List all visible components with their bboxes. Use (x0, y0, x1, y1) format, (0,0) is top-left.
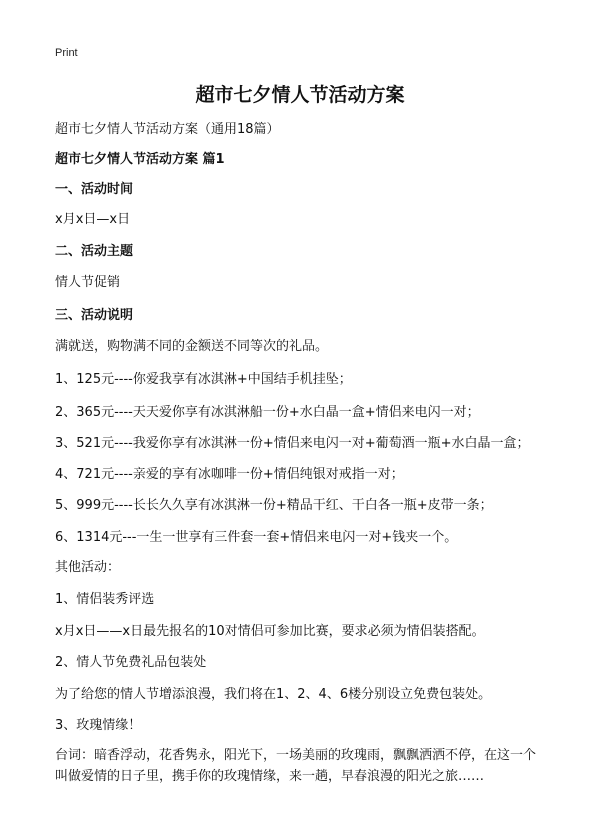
other-activity-item: x月x日——x日最先报名的10对情侣可参加比赛，要求必须为情侣装搭配。 (55, 624, 485, 639)
section-heading-description: 三、活动说明 (55, 308, 134, 323)
document-title: 超市七夕情人节活动方案 (195, 84, 405, 106)
description-intro: 满就送，购物满不同的金额送不同等次的礼品。 (55, 339, 329, 354)
other-activity-item: 2、情人节免费礼品包装处 (55, 655, 207, 670)
tier-item: 6、1314元---一生一世享有三件套一套+情侣来电闪一对+钱夹一个。 (55, 530, 458, 545)
tier-item: 4、721元----亲爱的享有冰咖啡一份+情侣纯银对戒指一对； (55, 467, 404, 482)
tier-item: 3、521元----我爱你享有冰淇淋一份+情侣来电闪一对+葡萄酒一瓶+水白晶一盒； (55, 436, 530, 451)
section-heading-theme: 二、活动主题 (55, 244, 134, 259)
document-subtitle: 超市七夕情人节活动方案（通用18篇） (55, 122, 280, 137)
other-activity-item: 为了给您的情人节增添浪漫，我们将在1、2、4、6楼分别设立免费包装处。 (55, 687, 492, 702)
section-heading-time: 一、活动时间 (55, 182, 134, 197)
time-text: x月x日—x日 (55, 212, 131, 227)
print-label: Print (55, 47, 78, 59)
tier-item: 5、999元----长长久久享有冰淇淋一份+精品干红、干白各一瓶+皮带一条； (55, 498, 493, 513)
other-activity-item: 1、情侣装秀评选 (55, 592, 155, 607)
tier-item: 2、365元----天天爱你享有冰淇淋船一份+水白晶一盒+情侣来电闪一对； (55, 405, 480, 420)
tier-item: 1、125元----你爱我享有冰淇淋+中国结手机挂坠； (55, 372, 352, 387)
closing-paragraph: 台词：暗香浮动，花香隽永，阳光下，一场美丽的玫瑰雨，飘飘洒洒不停，在这一个叫做爱情的日子里，携手你的玫瑰情缘，来一趟，早春浪漫的阳光之旅…… (55, 748, 537, 784)
article-heading: 超市七夕情人节活动方案 篇1 (55, 152, 225, 167)
other-activities-heading: 其他活动： (55, 560, 121, 575)
theme-text: 情人节促销 (55, 275, 121, 290)
other-activity-item: 3、玫瑰情缘！ (55, 718, 142, 733)
